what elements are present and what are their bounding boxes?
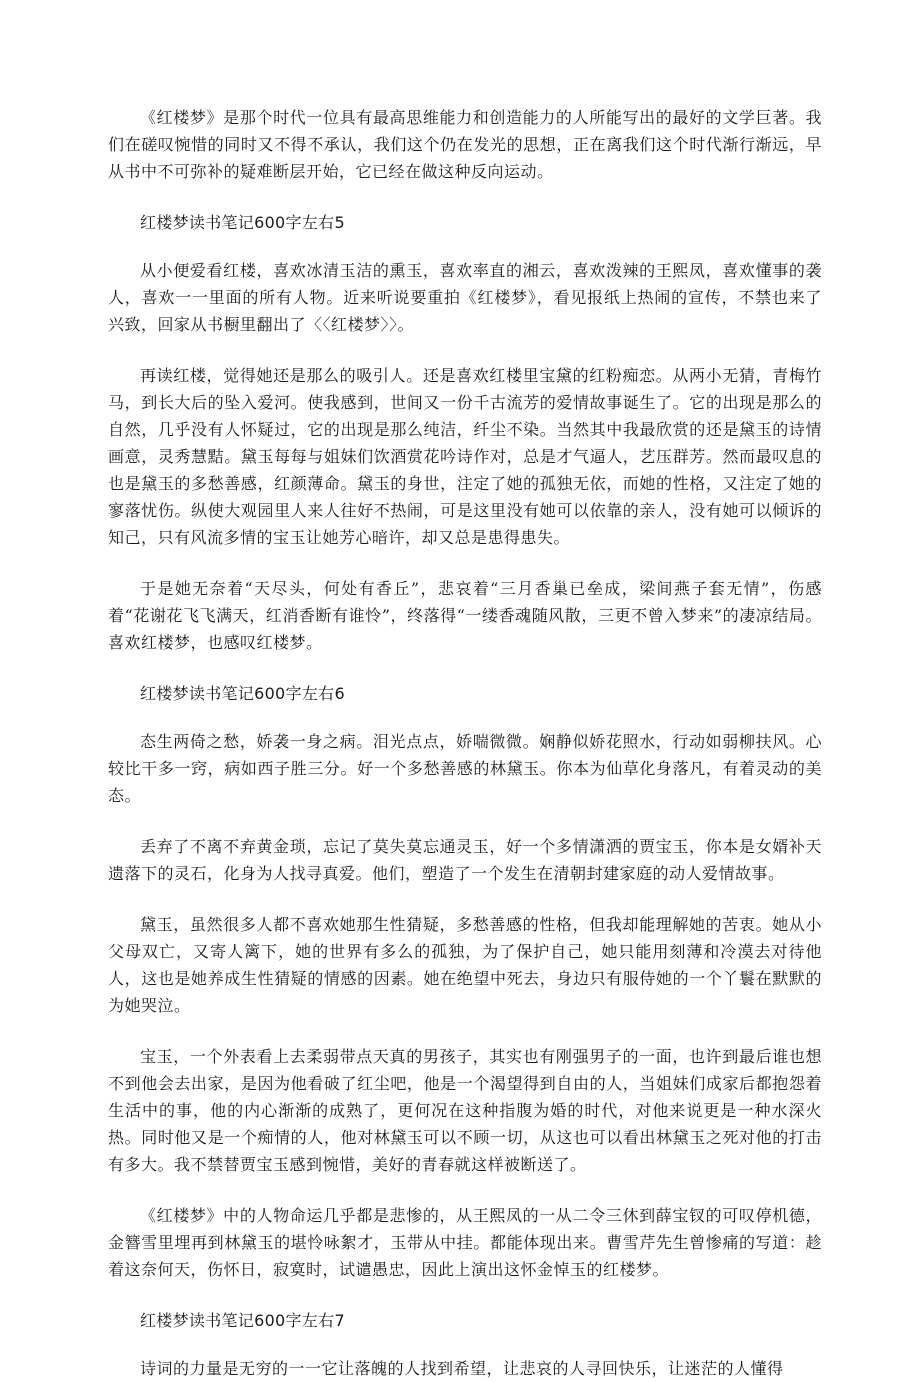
paragraph-baoyu-character: 宝玉，一个外表看上去柔弱带点天真的男孩子，其实也有刚强男子的一面，也许到最后谁也想不到他会去出家，是因为他看破了红尘吧，他是一个渴望得到自由的人，当姐妹们成家后都抱怨着生活中的事，他的内心渐渐的成熟了，更何况在这种指腹为婚的时代，对他来说更是一种水深火热。同时他又是一个痴情的人，他对林黛玉可以不顾一切，从这也可以看出林黛玉之死对他的打击有多大。我不禁替贾宝玉感到惋惜，美好的青春就这样被断送了。: [108, 1047, 822, 1174]
paragraph-love-honglou: 从小便爱看红楼，喜欢冰清玉洁的熏玉，喜欢率直的湘云，喜欢泼辣的王熙凤，喜欢懂事的袭人，喜欢一一里面的所有人物。近来听说要重拍《红楼梦》，看见报纸上热闹的宣传，不禁也来了兴致，回家从书橱里翻出了〈〈红楼梦〉〉。: [108, 261, 822, 334]
paragraph-intro-conclusion: 《红楼梦》是那个时代一位具有最高思维能力和创造能力的人所能写出的最好的文学巨著。我们在磋叹惋惜的同时又不得不承认，我们这个仍在发光的思想，正在离我们这个时代渐行渐远，早从书中不可弥补的疑难断层开始，它已经在做这种反向运动。: [108, 108, 822, 181]
paragraph-reread-honglou: 再读红楼，觉得她还是那么的吸引人。还是喜欢红楼里宝黛的红粉痴恋。从两小无猜，青梅竹马，到长大后的坠入爱河。使我感到，世间又一份千古流芳的爱情故事诞生了。它的出现是那么的自然，几乎没有人怀疑过，它的出现是那么纯洁，纤尘不染。当然其中我最欣赏的还是黛玉的诗情画意，灵秀慧黠。黛玉每每与姐妹们饮酒赏花吟诗作对，总是才气逼人，艺压群芳。然而最叹息的也是黛玉的多愁善感，红颜薄命。黛玉的身世，注定了她的孤独无依，而她的性格，又注定了她的寥落忧伤。纵使大观园里人来人往好不热闹，可是这里没有她可以依靠的亲人，没有她可以倾诉的知己，只有风流多情的宝玉让她芳心暗许，却又总是患得患失。: [108, 366, 822, 547]
paragraph-tragic-fates: 《红楼梦》中的人物命运几乎都是悲惨的，从王熙凤的一从二令三休到薛宝钗的可叹停机德，金簪雪里埋再到林黛玉的堪怜咏絮才，玉带从中挂。都能体现出来。曹雪芹先生曾惨痛的写道：趁着这奈何天，伤怀日，寂寞时，试谴愚忠，因此上演出这怀金悼玉的红楼梦。: [108, 1206, 822, 1279]
section-heading-5: 红楼梦读书笔记600字左右5: [140, 213, 345, 232]
paragraph-daiyu-portrait: 态生两倚之愁，娇袭一身之病。泪光点点，娇喘微微。娴静似娇花照水，行动如弱柳扶风。心较比干多一窍，病如西子胜三分。好一个多愁善感的林黛玉。你本为仙草化身落凡，有着灵动的美态。: [108, 732, 822, 805]
section-heading-6: 红楼梦读书笔记600字左右6: [140, 684, 345, 703]
document-page: [108, 104, 822, 1382]
paragraph-poem-quotes: 于是她无奈着“天尽头，何处有香丘”，悲哀着“三月香巢已垒成，梁间燕子套无情”，伤感着“花谢花飞飞满天，红消香断有谁怜”，终落得“一缕香魂随风散，三更不曾入梦来”的凄凉结局。喜欢红楼梦，也感叹红楼梦。: [108, 579, 822, 652]
paragraph-baoyu-portrait: 丢弃了不离不弃黄金琐，忘记了莫失莫忘通灵玉，好一个多情潇洒的贾宝玉，你本是女婿补天遗落下的灵石，化身为人找寻真爱。他们，塑造了一个发生在清朝封建家庭的动人爱情故事。: [108, 837, 822, 883]
paragraph-poetry-power: 诗词的力量是无穷的一一它让落魄的人找到希望，让悲哀的人寻回快乐，让迷茫的人懂得: [140, 1359, 784, 1378]
section-heading-7: 红楼梦读书笔记600字左右7: [140, 1311, 345, 1330]
paragraph-daiyu-character: 黛玉，虽然很多人都不喜欢她那生性猜疑，多愁善感的性格，但我却能理解她的苦衷。她从小父母双亡，又寄人篱下，她的世界有多么的孤独，为了保护自己，她只能用刻薄和冷漠去对待他人，这也是她养成生性猜疑的情感的因素。她在绝望中死去，身边只有服侍她的一个丫鬟在默默的为她哭泣。: [108, 915, 822, 1015]
